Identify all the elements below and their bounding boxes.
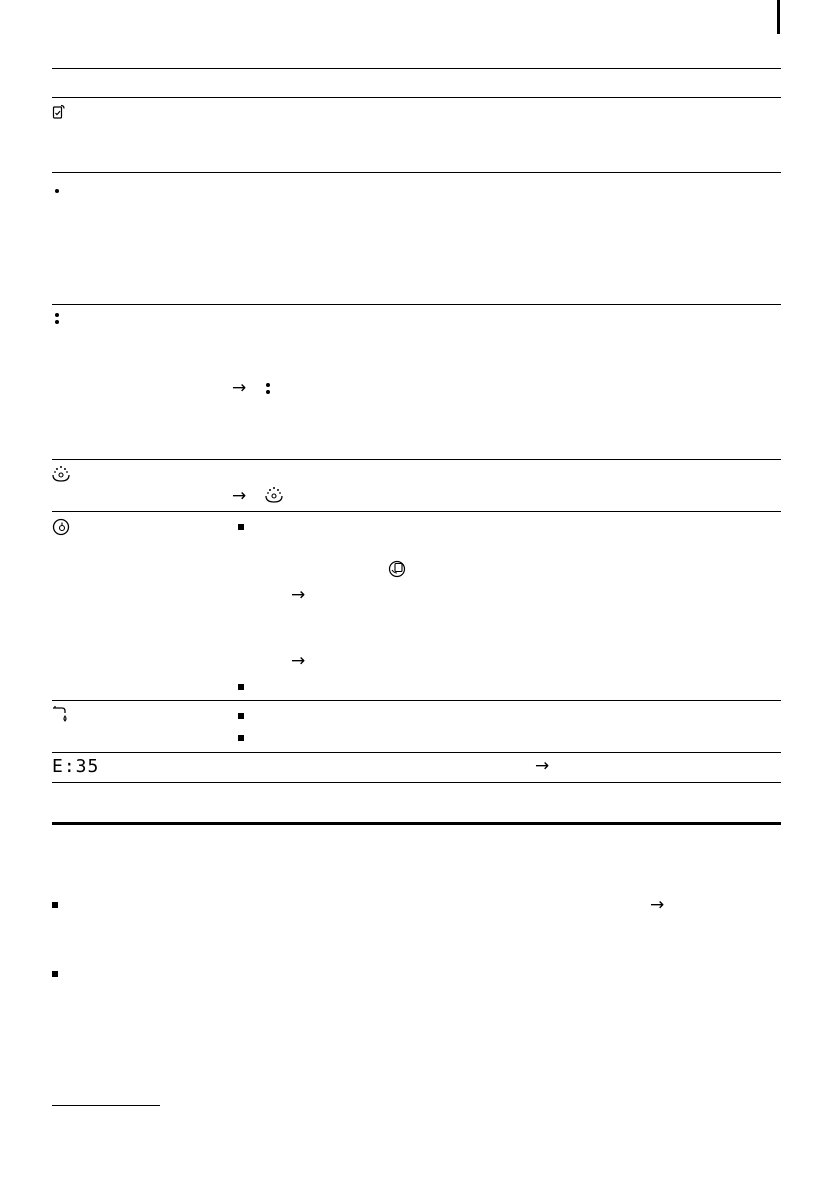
table-row-divider [52, 97, 781, 98]
rinse-aid-icon [264, 486, 284, 504]
reference-arrow: → [650, 895, 665, 915]
table-row-divider [52, 304, 781, 305]
double-dot-icon [265, 382, 271, 396]
list-bullet [52, 971, 58, 977]
water-tap-icon [51, 704, 69, 724]
table-row-divider [52, 172, 781, 173]
door-check-icon [52, 104, 66, 120]
table-top-border [52, 68, 781, 69]
machine-icon [388, 560, 406, 578]
table-row-divider [52, 752, 781, 753]
regeneration-icon [52, 518, 70, 536]
reference-arrow: → [291, 585, 306, 605]
table-row-divider [52, 511, 781, 512]
rinse-aid-icon [51, 465, 71, 483]
footnote-rule [52, 1105, 160, 1106]
reference-arrow: → [232, 486, 247, 506]
list-bullet [52, 902, 58, 908]
table-row-divider [52, 700, 781, 701]
list-bullet [238, 684, 244, 690]
double-dot-icon [54, 312, 60, 326]
list-bullet [238, 735, 244, 741]
reference-arrow: → [291, 651, 306, 671]
reference-arrow: → [232, 378, 247, 398]
error-code-display: E:35 [52, 756, 100, 777]
section-divider [52, 822, 781, 825]
table-bottom-border [52, 782, 781, 783]
table-row-divider [52, 459, 781, 460]
page-corner-marker [777, 0, 780, 34]
list-bullet [238, 524, 244, 530]
reference-arrow: → [535, 756, 550, 776]
single-dot-icon [54, 188, 60, 194]
list-bullet [238, 713, 244, 719]
